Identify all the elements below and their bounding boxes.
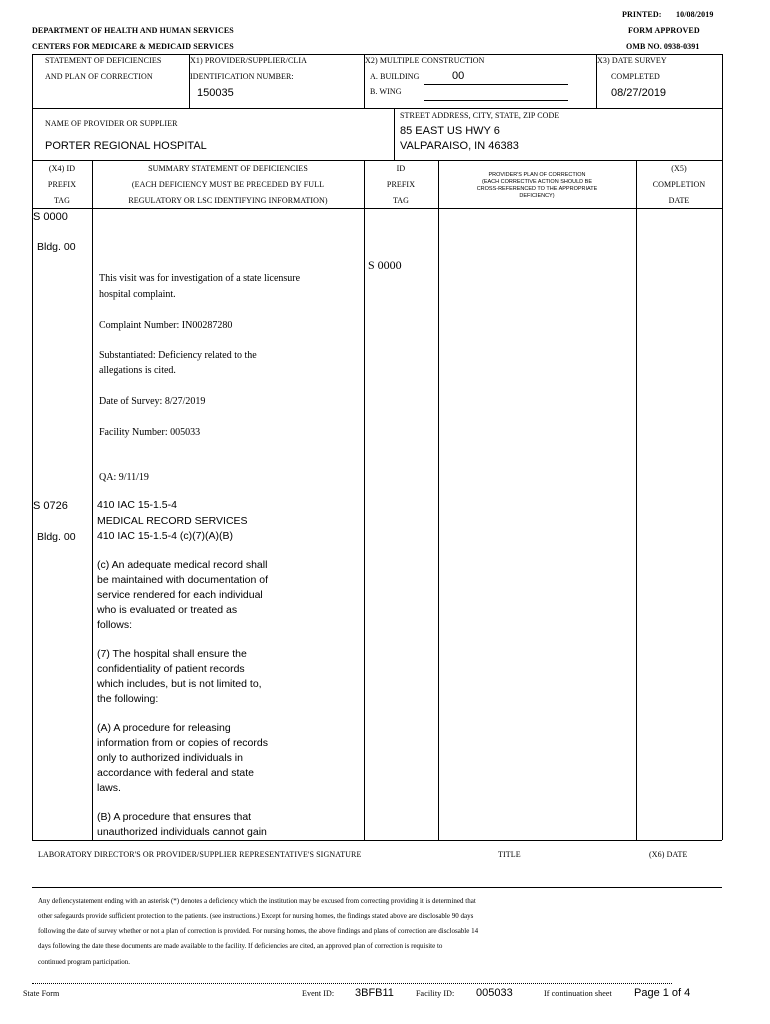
- footer-rule: [32, 983, 672, 984]
- provider-id-value: 150035: [197, 87, 234, 99]
- wing-underline: [424, 100, 568, 101]
- id-label-3: TAG: [392, 196, 410, 205]
- omb-number: OMB NO. 0938-0391: [626, 42, 700, 51]
- centers-title: CENTERS FOR MEDICARE & MEDICAID SERVICES: [32, 42, 234, 51]
- form-approved: FORM APPROVED: [628, 26, 700, 35]
- c-line-2: be maintained with documentation of: [97, 574, 269, 586]
- plan-divider: [636, 160, 637, 840]
- plan-label-4: DEFICIENCY): [519, 193, 555, 199]
- facility-id-label: Facility ID:: [416, 989, 455, 998]
- footnote-line-5: continued program participation.: [38, 958, 130, 966]
- survey-date-value: 08/27/2019: [611, 87, 667, 99]
- s7-line-1: (7) The hospital shall ensure the: [97, 648, 247, 660]
- provider-name: PORTER REGIONAL HOSPITAL: [45, 140, 207, 152]
- page-number: Page 1 of 4: [634, 987, 691, 999]
- para-visit-1: This visit was for investigation of a state licensure: [99, 273, 301, 284]
- statement-label-1: STATEMENT OF DEFICIENCIES: [45, 56, 162, 65]
- event-id-label: Event ID:: [302, 989, 335, 998]
- c-line-3: service rendered for each individual: [97, 589, 263, 601]
- tag-s0726: S 0726: [33, 500, 68, 512]
- x5-label-2: COMPLETION: [652, 180, 706, 189]
- right-tag-s0000: S 0000: [368, 258, 402, 272]
- printed-label: PRINTED:: [622, 10, 662, 19]
- bldg-00-second: Bldg. 00: [37, 531, 76, 543]
- facility-number-text: Facility Number: 005033: [99, 427, 201, 438]
- header-mid-rule: [32, 108, 722, 109]
- footnote-line-3: following the date of survey whether or not a plan of correction is provided. For nursing homes, the above findings and plans of correction are disclosable 14: [38, 927, 479, 935]
- summary-label-3: REGULATORY OR LSC IDENTIFYING INFORMATION): [128, 196, 328, 205]
- wing-label: B. WING: [370, 87, 402, 96]
- address-label: STREET ADDRESS, CITY, STATE, ZIP CODE: [400, 111, 560, 120]
- continuation-label: If continuation sheet: [544, 989, 612, 998]
- header-right-rule: [722, 54, 723, 108]
- qa-text: QA: 9/11/19: [99, 472, 149, 483]
- building-underline: [424, 84, 568, 85]
- c-line-1: (c) An adequate medical record shall: [97, 559, 268, 571]
- table-bottom-rule: [32, 840, 722, 841]
- c-line-4: who is evaluated or treated as: [97, 604, 238, 616]
- director-signature-label: LABORATORY DIRECTOR'S OR PROVIDER/SUPPLIER REPRESENTATIVE'S SIGNATURE: [38, 850, 362, 859]
- summary-label-1: SUMMARY STATEMENT OF DEFICIENCIES: [148, 164, 308, 173]
- a-line-5: laws.: [97, 782, 121, 794]
- id-divider: [438, 160, 439, 840]
- plan-label-3: CROSS-REFERENCED TO THE APPROPRIATE: [476, 186, 598, 192]
- x5-label-1: (X5): [671, 164, 687, 173]
- a-line-4: accordance with federal and state: [97, 767, 255, 779]
- summary-divider: [364, 160, 365, 840]
- x6-date-label: (X6) DATE: [649, 850, 688, 859]
- s7-line-3: which includes, but is not limited to,: [97, 678, 262, 690]
- x1-label-2: IDENTIFICATION NUMBER:: [190, 72, 294, 81]
- signature-bottom-rule: [32, 887, 722, 888]
- c-line-5: follows:: [97, 619, 133, 631]
- state-form-label: State Form: [23, 989, 60, 998]
- plan-label-1: PROVIDER'S PLAN OF CORRECTION: [488, 172, 586, 178]
- complaint-number: Complaint Number: IN00287280: [99, 320, 233, 331]
- reg-line-2: MEDICAL RECORD SERVICES: [97, 515, 248, 527]
- id-label-1: ID: [396, 164, 406, 173]
- footnote-line-2: other safegaurds provide sufficient protection to the patients. (see instructions.) Except for nursing homes, the findings stated above are disclosable 90 days: [38, 912, 474, 920]
- plan-label-2: (EACH CORRECTIVE ACTION SHOULD BE: [481, 179, 593, 185]
- s7-line-4: the following:: [97, 693, 159, 705]
- building-label: A. BUILDING: [370, 72, 420, 81]
- table-right-rule: [722, 160, 723, 840]
- substantiated-1: Substantiated: Deficiency related to the: [99, 350, 257, 361]
- s7-line-2: confidentiality of patient records: [97, 663, 245, 675]
- provider-name-label: NAME OF PROVIDER OR SUPPLIER: [45, 119, 178, 128]
- x3-label-2: COMPLETED: [611, 72, 660, 81]
- header-top-rule: [32, 54, 722, 55]
- provider-bottom-rule: [32, 160, 722, 161]
- provider-left-rule: [32, 108, 33, 160]
- reg-line-3: 410 IAC 15-1.5-4 (c)(7)(A)(B): [97, 530, 233, 542]
- a-line-1: (A) A procedure for releasing: [97, 722, 231, 734]
- address-line-2: VALPARAISO, IN 46383: [400, 140, 519, 152]
- printed-date: 10/08/2019: [676, 10, 714, 19]
- a-line-3: only to authorized individuals in: [97, 752, 243, 764]
- x2-label: X2) MULTIPLE CONSTRUCTION: [365, 56, 485, 65]
- columns-bottom-rule: [32, 208, 722, 209]
- x1-label-1: X1) PROVIDER/SUPPLIER/CLIA: [190, 56, 308, 65]
- x4-label-2: PREFIX: [47, 180, 77, 189]
- b-line-1: (B) A procedure that ensures that: [97, 811, 252, 823]
- substantiated-2: allegations is cited.: [99, 365, 176, 376]
- title-label: TITLE: [498, 850, 521, 859]
- building-value: 00: [452, 70, 465, 82]
- x4-label-3: TAG: [53, 196, 71, 205]
- prefix-divider: [92, 160, 93, 840]
- reg-line-1: 410 IAC 15-1.5-4: [97, 499, 177, 511]
- address-line-1: 85 EAST US HWY 6: [400, 125, 500, 137]
- x5-label-3: DATE: [668, 196, 690, 205]
- department-title: DEPARTMENT OF HEALTH AND HUMAN SERVICES: [32, 26, 234, 35]
- b-line-2: unauthorized individuals cannot gain: [97, 826, 267, 838]
- x3-label-1: X3) DATE SURVEY: [597, 56, 667, 65]
- x4-label-1: (X4) ID: [48, 164, 76, 173]
- header-left-rule: [32, 54, 33, 108]
- event-id-value: 3BFB11: [355, 987, 394, 999]
- footnote-line-1: Any defiencystatement ending with an asterisk (*) denotes a deficiency which the institution may be excused from correcting providing it is determined that: [38, 897, 476, 905]
- provider-right-rule: [722, 108, 723, 160]
- id-label-2: PREFIX: [386, 180, 416, 189]
- facility-id-value: 005033: [476, 987, 513, 999]
- provider-divider: [394, 108, 395, 160]
- a-line-2: information from or copies of records: [97, 737, 268, 749]
- bldg-00-first: Bldg. 00: [37, 241, 76, 253]
- para-visit-2: hospital complaint.: [99, 289, 176, 300]
- summary-label-2: (EACH DEFICIENCY MUST BE PRECEDED BY FULL: [131, 180, 325, 189]
- statement-label-2: AND PLAN OF CORRECTION: [45, 72, 153, 81]
- footnote-line-4: days following the date these documents are made available to the facility. If deficiencies are cited, an approved plan of correction is requisite to: [38, 942, 443, 950]
- tag-s0000: S 0000: [33, 211, 68, 223]
- survey-date-text: Date of Survey: 8/27/2019: [99, 396, 206, 407]
